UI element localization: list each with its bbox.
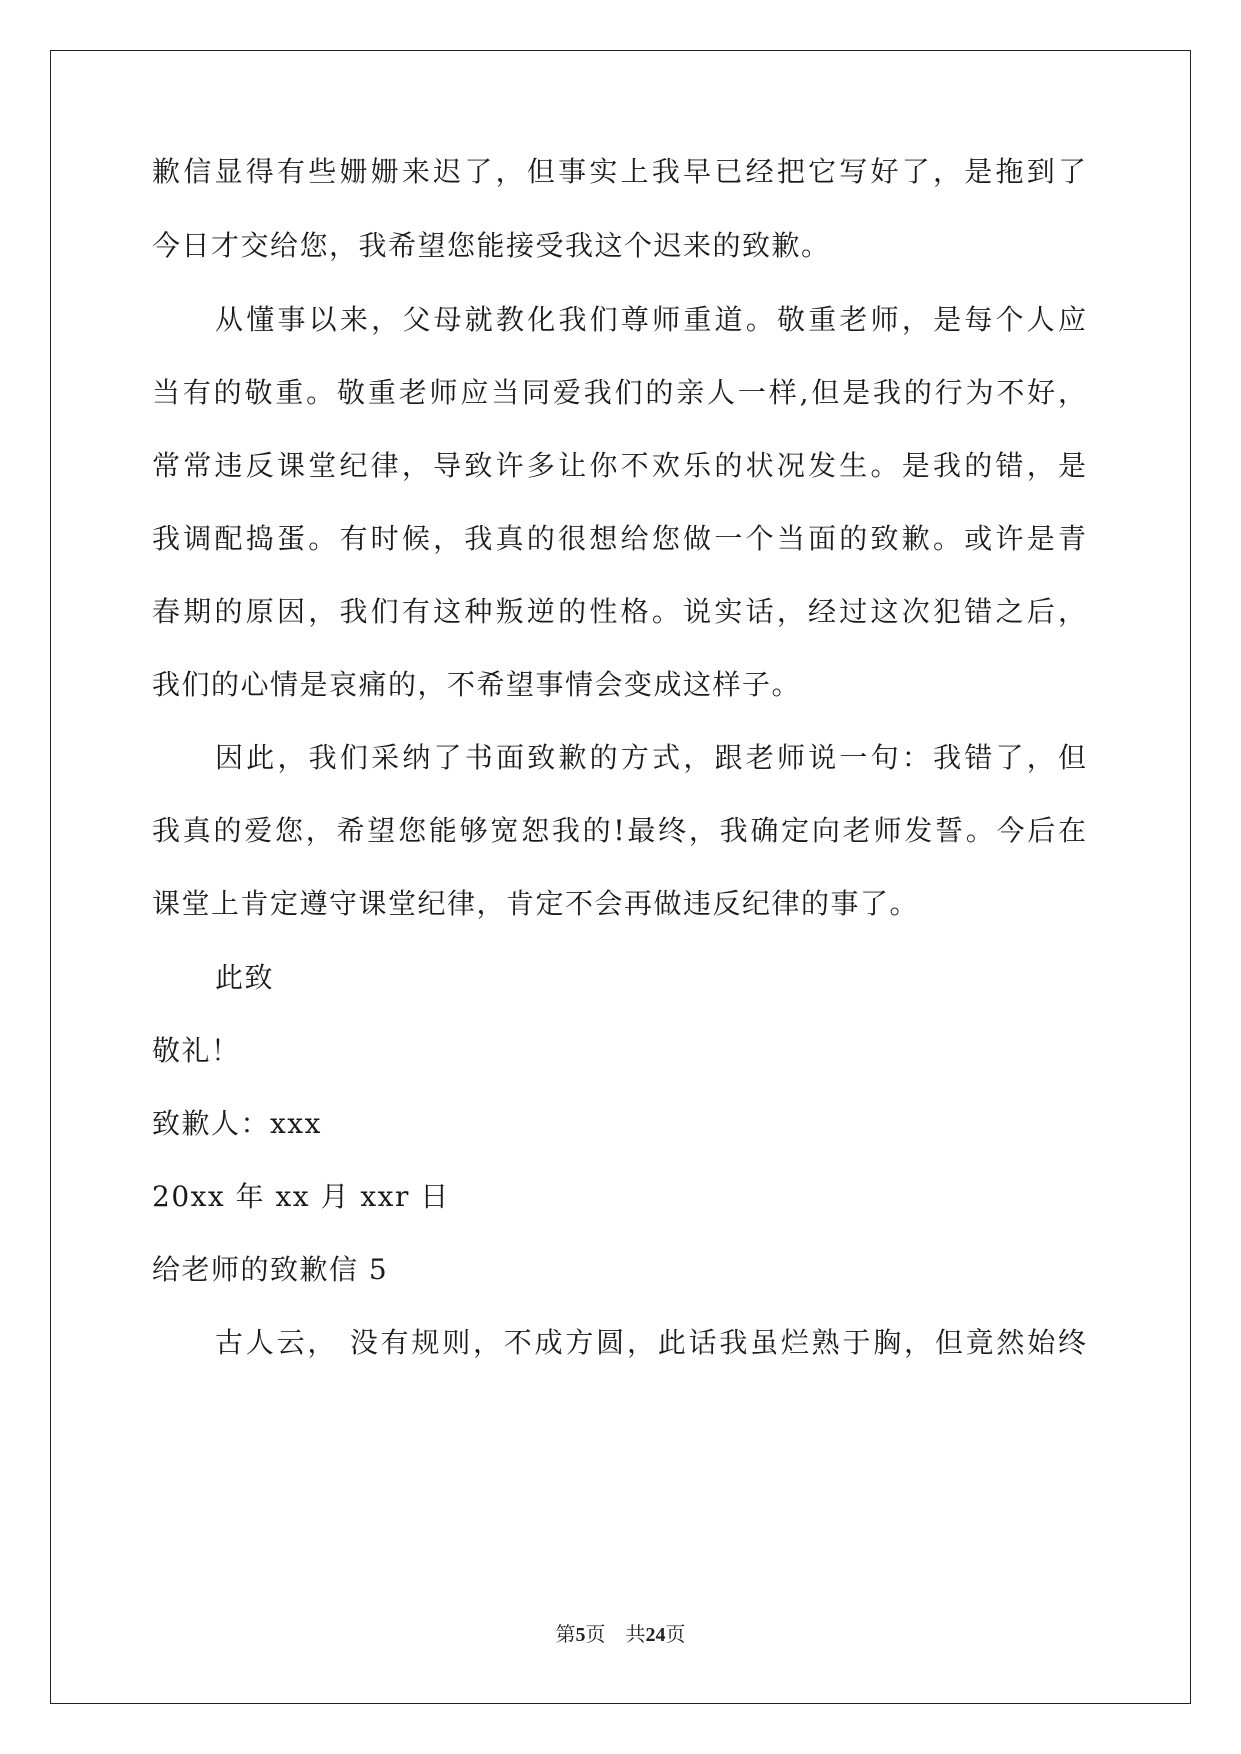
current-page-number: 5: [575, 1624, 586, 1646]
page-border: [50, 50, 1191, 1704]
section-title: 给老师的致歉信 5: [152, 1253, 389, 1286]
body-line: 今日才交给您，我希望您能接受我这个迟来的致歉。: [152, 229, 831, 262]
body-line: 我真的爱您，希望您能够宽恕我的!最终，我确定向老师发誓。今后在: [152, 814, 1086, 847]
total-page-number: 24: [645, 1624, 666, 1646]
body-line: 歉信显得有些姗姗来迟了，但事实上我早已经把它写好了，是拖到了: [152, 155, 1086, 188]
body-line: 当有的敬重。敬重老师应当同爱我们的亲人一样,但是我的行为不好，: [152, 376, 1086, 409]
regards: 敬礼！: [152, 1034, 241, 1067]
body-line: 课堂上肯定遵守课堂纪律，肯定不会再做违反纪律的事了。: [152, 887, 920, 920]
footer-suffix: 页: [665, 1624, 686, 1646]
date: 20xx 年 xx 月 xxr 日: [152, 1180, 450, 1213]
footer-mid: 页 共: [585, 1624, 646, 1646]
page-footer: [0, 1618, 1241, 1647]
salutation: 此致: [215, 961, 275, 994]
body-line: 春期的原因，我们有这种叛逆的性格。说实话，经过这次犯错之后，: [152, 595, 1086, 628]
body-line: 从懂事以来，父母就教化我们尊师重道。敬重老师，是每个人应: [215, 303, 1086, 336]
body-line: 常常违反课堂纪律，导致许多让你不欢乐的状况发生。是我的错，是: [152, 449, 1086, 482]
body-line: 古人云， 没有规则，不成方圆，此话我虽烂熟于胸，但竟然始终: [215, 1326, 1086, 1359]
body-line: 我调配捣蛋。有时候，我真的很想给您做一个当面的致歉。或许是青: [152, 522, 1086, 555]
signer: 致歉人：xxx: [152, 1107, 322, 1140]
body-line: 因此，我们采纳了书面致歉的方式，跟老师说一句：我错了，但: [215, 741, 1086, 774]
footer-prefix: 第: [555, 1624, 576, 1646]
body-line: 我们的心情是哀痛的，不希望事情会变成这样子。: [152, 668, 802, 701]
